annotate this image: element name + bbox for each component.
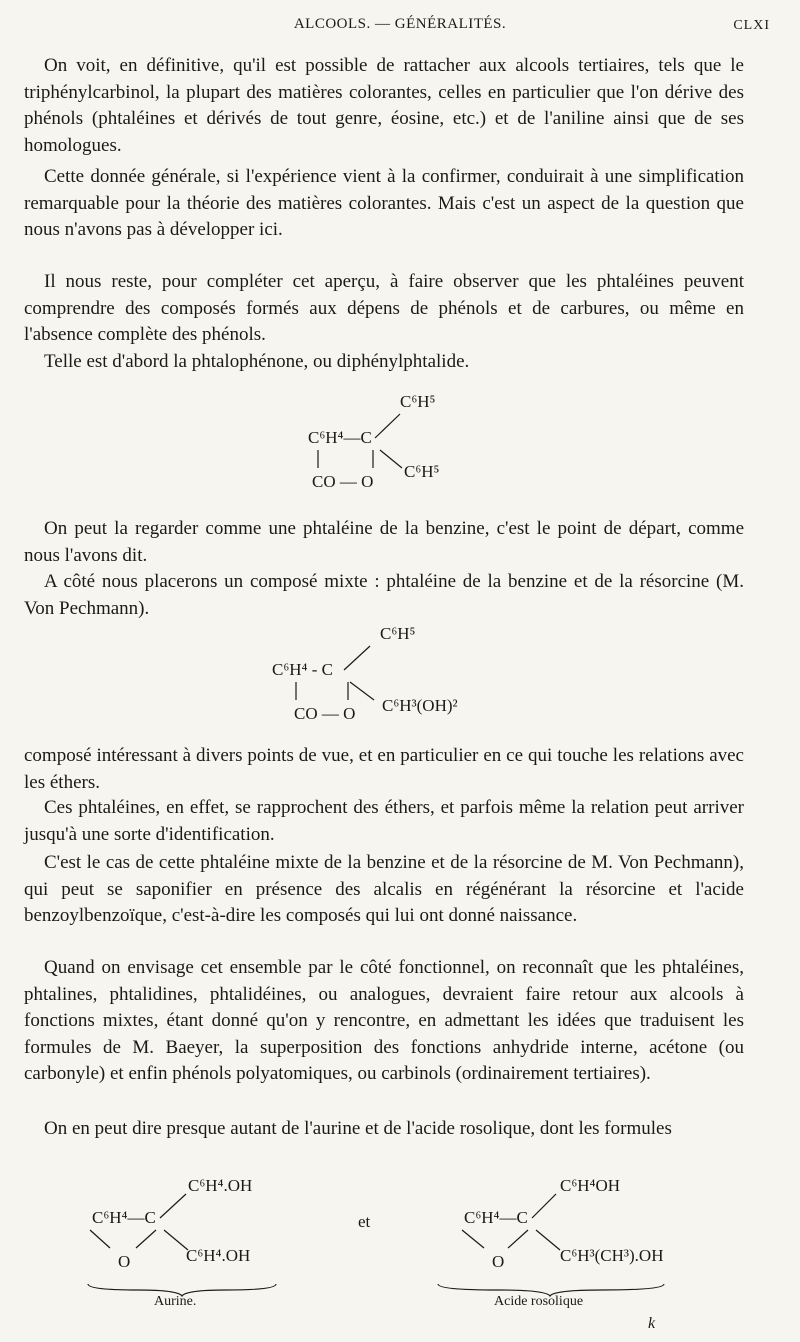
paragraph-4: Telle est d'abord la phtalophénone, ou diphénylphtalide.	[44, 351, 470, 372]
formula-phtalophenone-bottom: C⁶H⁵	[404, 462, 440, 481]
formula-rosolique-oxygen: O	[492, 1252, 505, 1271]
formula-rosolique-top: C⁶H⁴OH	[560, 1176, 621, 1195]
formula-mixed-top: C⁶H⁵	[380, 624, 416, 643]
formula-aurine	[78, 1172, 298, 1312]
formula-rosolique-bottom: C⁶H³(CH³).OH	[560, 1246, 664, 1265]
running-head	[0, 14, 800, 40]
formula-rosolique-caption: Acide rosolique	[494, 1294, 584, 1309]
formula-aurine-bottom: C⁶H⁴.OH	[186, 1246, 251, 1265]
paragraph-9: C'est le cas de cette phtaléine mixte de la benzine et de la résorcine de M. Von Pechmann), qui peut se saponifier en présence des alcalis en régénérant la résorcine et l'acide benzoylbenzoïque, c'est-à-dire les composés qui lui ont donné naissance.	[24, 852, 744, 926]
paragraph-5: On peut la regarder comme une phtaléine de la benzine, c'est le point de départ, comme nous l'avons dit.	[24, 518, 744, 566]
formula-mixed-bottom: C⁶H³(OH)²	[382, 696, 458, 715]
formula-aurine-caption: Aurine.	[154, 1294, 197, 1309]
formula-aurine-top: C⁶H⁴.OH	[188, 1176, 253, 1195]
paragraph-10: Quand on envisage cet ensemble par le côté fonctionnel, on reconnaît que les phtaléines, phtalines, phtalidines, phtalidéines, ou analogues, devraient faire retour aux alcools à fonctions mixtes, étant donné qu'on y rencontre, en admettant les idées que traduisent les formules de M. Baeyer, la superposition des fonctions anhydride interne, acétone (ou carbonyle) et enfin phénols polyatomiques, ou carbinols (ordinairement tertiaires).	[24, 957, 744, 1084]
formula-rosolique-left: C⁶H⁴—C	[464, 1208, 528, 1227]
formula-phtalophenone-top: C⁶H⁵	[400, 392, 436, 411]
formula-conjunction-text: et	[358, 1212, 371, 1231]
formula-conjunction	[358, 1212, 388, 1236]
paragraph-3: Il nous reste, pour compléter cet aperçu, à faire observer que les phtaléines peuvent comprendre des composés formés aux dépens de phénols et de carbures, ou même en l'absence complète des phénols.	[24, 271, 744, 345]
paragraph-8: Ces phtaléines, en effet, se rapprochent des éthers, et parfois même la relation peut arriver jusqu'à une sorte d'identification.	[24, 797, 744, 845]
formula-phtalophenone	[300, 392, 500, 500]
formula-mixed-phtaleine	[268, 624, 508, 732]
formula-mixed-bottom-left: CO — O	[294, 704, 356, 723]
formula-phtalophenone-left: C⁶H⁴—C	[308, 428, 372, 447]
running-head-title: ALCOOLS. — GÉNÉRALITÉS.	[293, 16, 507, 32]
formula-aurine-oxygen: O	[118, 1252, 131, 1271]
paragraph-2: Cette donnée générale, si l'expérience vient à la confirmer, conduirait à une simplification remarquable pour la théorie des matières colorantes. Mais c'est un aspect de la question que nous n'avons pas à développer ici.	[24, 166, 744, 240]
signature-mark: k	[648, 1315, 656, 1332]
paragraph-6: A côté nous placerons un composé mixte : phtaléine de la benzine et de la résorcine (M. Von Pechmann).	[24, 571, 744, 619]
paragraph-11: On en peut dire presque autant de l'aurine et de l'acide rosolique, dont les formules	[44, 1118, 672, 1139]
page-number: CLXI	[733, 18, 770, 33]
formula-aurine-left: C⁶H⁴—C	[92, 1208, 156, 1227]
paragraph-1: On voit, en définitive, qu'il est possible de rattacher aux alcools tertiaires, tels que le triphénylcarbinol, la plupart des matières colorantes, celles en particulier que l'on dérive des phénols (phtaléines et dérivés de tout genre, éosine, etc.) et de l'aniline ainsi que de ses homologues.	[24, 55, 744, 156]
formula-phtalophenone-bottom-left: CO — O	[312, 472, 374, 491]
formula-mixed-left: C⁶H⁴ - C	[272, 660, 333, 679]
paragraph-7: composé intéressant à divers points de vue, et en particulier en ce qui touche les relations avec les éthers.	[24, 745, 744, 793]
formula-acide-rosolique	[448, 1172, 708, 1312]
